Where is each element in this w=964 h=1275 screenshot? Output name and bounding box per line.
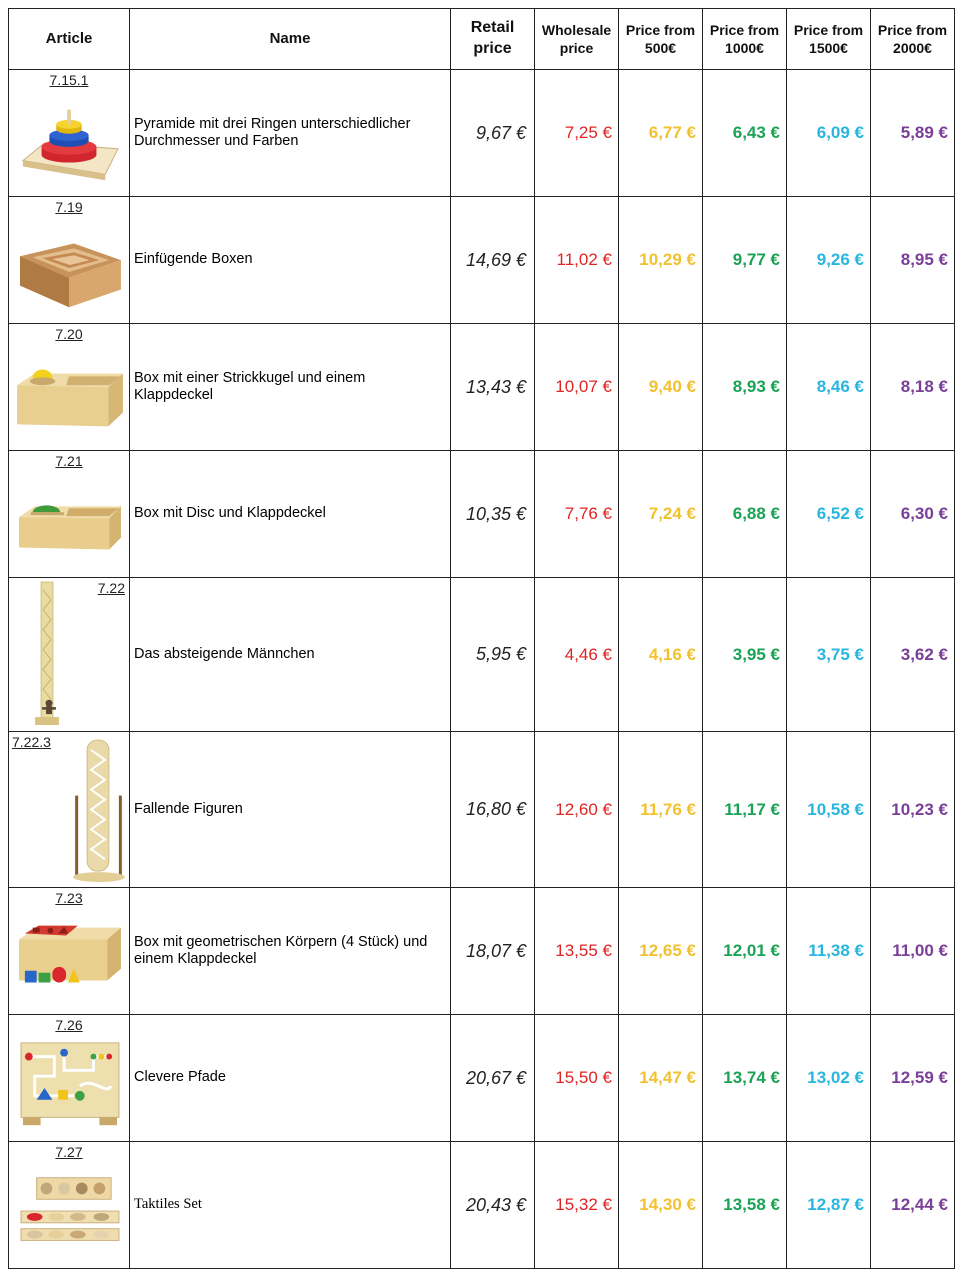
product-name: Box mit geometrischen Körpern (4 Stück) und einem Klappdeckel [130,888,451,1015]
article-cell [9,70,130,197]
price-from-1000: 12,01 € [703,888,787,1015]
price-from-1500: 6,52 € [787,451,871,578]
retail-price: 20,43 € [451,1142,535,1269]
retail-price: 9,67 € [451,70,535,197]
price-from-1000: 9,77 € [703,197,787,324]
table-row [9,888,955,1015]
table-row [9,197,955,324]
header-retail: Retail price [451,9,535,70]
price-from-1500: 12,87 € [787,1142,871,1269]
price-from-500: 14,30 € [619,1142,703,1269]
article-number[interactable]: 7.22.3 [12,734,51,750]
price-from-2000: 3,62 € [871,578,955,732]
header-price-1000: Price from 1000€ [703,9,787,70]
price-from-2000: 12,44 € [871,1142,955,1269]
price-from-1000: 13,74 € [703,1015,787,1142]
header-price-2000: Price from 2000€ [871,9,955,70]
product-name: Taktiles Set [130,1142,451,1269]
wholesale-price: 7,76 € [535,451,619,578]
price-from-500: 12,65 € [619,888,703,1015]
article-number[interactable]: 7.21 [55,453,83,469]
disc-box-image [13,473,125,571]
nesting-boxes-image [13,219,125,317]
article-number[interactable]: 7.26 [55,1017,83,1033]
article-cell [9,197,130,324]
price-from-1000: 3,95 € [703,578,787,732]
price-from-1500: 6,09 € [787,70,871,197]
table-row [9,578,955,732]
article-cell [9,732,130,888]
table-row [9,1142,955,1269]
header-price-500: Price from 500€ [619,9,703,70]
product-name: Box mit einer Strickkugel und einem Klappdeckel [130,324,451,451]
article-number[interactable]: 7.20 [55,326,83,342]
article-cell [9,888,130,1015]
price-from-500: 9,40 € [619,324,703,451]
table-row [9,732,955,888]
price-from-1500: 11,38 € [787,888,871,1015]
article-number[interactable]: 7.27 [55,1144,83,1160]
price-from-2000: 8,18 € [871,324,955,451]
product-name: Das absteigende Männchen [130,578,451,732]
wholesale-price: 11,02 € [535,197,619,324]
wholesale-price: 15,32 € [535,1142,619,1269]
table-row [9,324,955,451]
price-from-1500: 10,58 € [787,732,871,888]
article-cell [9,324,130,451]
ball-box-image [13,346,125,444]
price-from-500: 7,24 € [619,451,703,578]
price-from-500: 6,77 € [619,70,703,197]
retail-price: 14,69 € [451,197,535,324]
shape-box-image [13,910,125,1008]
price-from-2000: 8,95 € [871,197,955,324]
wholesale-price: 10,07 € [535,324,619,451]
header-article: Article [9,9,130,70]
price-from-2000: 6,30 € [871,451,955,578]
header-name: Name [130,9,451,70]
article-number[interactable]: 7.22 [97,580,125,596]
falling-figures-image [69,736,129,885]
article-cell [9,1142,130,1269]
wholesale-price: 7,25 € [535,70,619,197]
wholesale-price: 4,46 € [535,578,619,732]
wholesale-price: 12,60 € [535,732,619,888]
price-from-1000: 6,88 € [703,451,787,578]
clever-paths-image [13,1037,125,1135]
retail-price: 10,35 € [451,451,535,578]
price-from-1000: 11,17 € [703,732,787,888]
price-from-1500: 9,26 € [787,197,871,324]
price-from-2000: 10,23 € [871,732,955,888]
product-name: Einfügende Boxen [130,197,451,324]
article-cell [9,451,130,578]
descending-man-image [19,580,79,729]
price-from-500: 14,47 € [619,1015,703,1142]
price-from-1000: 8,93 € [703,324,787,451]
product-name: Fallende Figuren [130,732,451,888]
table-row [9,1015,955,1142]
header-row [9,9,955,70]
price-from-2000: 12,59 € [871,1015,955,1142]
price-from-1500: 3,75 € [787,578,871,732]
price-from-500: 4,16 € [619,578,703,732]
retail-price: 16,80 € [451,732,535,888]
wholesale-price: 13,55 € [535,888,619,1015]
product-name: Pyramide mit drei Ringen unterschiedlicher Durchmesser und Farben [130,70,451,197]
retail-price: 20,67 € [451,1015,535,1142]
table-row [9,451,955,578]
table-row [9,70,955,197]
retail-price: 18,07 € [451,888,535,1015]
price-from-500: 10,29 € [619,197,703,324]
article-number[interactable]: 7.15.1 [49,72,89,88]
price-from-500: 11,76 € [619,732,703,888]
wholesale-price: 15,50 € [535,1015,619,1142]
product-name: Clevere Pfade [130,1015,451,1142]
ring-pyramid-image [13,92,125,190]
article-cell [9,578,130,732]
price-from-1000: 6,43 € [703,70,787,197]
price-from-1000: 13,58 € [703,1142,787,1269]
price-from-2000: 11,00 € [871,888,955,1015]
price-table [8,8,955,1269]
header-wholesale: Wholesale price [535,9,619,70]
article-cell [9,1015,130,1142]
retail-price: 13,43 € [451,324,535,451]
product-name: Box mit Disc und Klappdeckel [130,451,451,578]
article-number[interactable]: 7.23 [55,890,83,906]
tactile-set-image [13,1164,125,1262]
price-from-1500: 8,46 € [787,324,871,451]
retail-price: 5,95 € [451,578,535,732]
article-number[interactable]: 7.19 [55,199,83,215]
price-from-1500: 13,02 € [787,1015,871,1142]
price-from-2000: 5,89 € [871,70,955,197]
header-price-1500: Price from 1500€ [787,9,871,70]
